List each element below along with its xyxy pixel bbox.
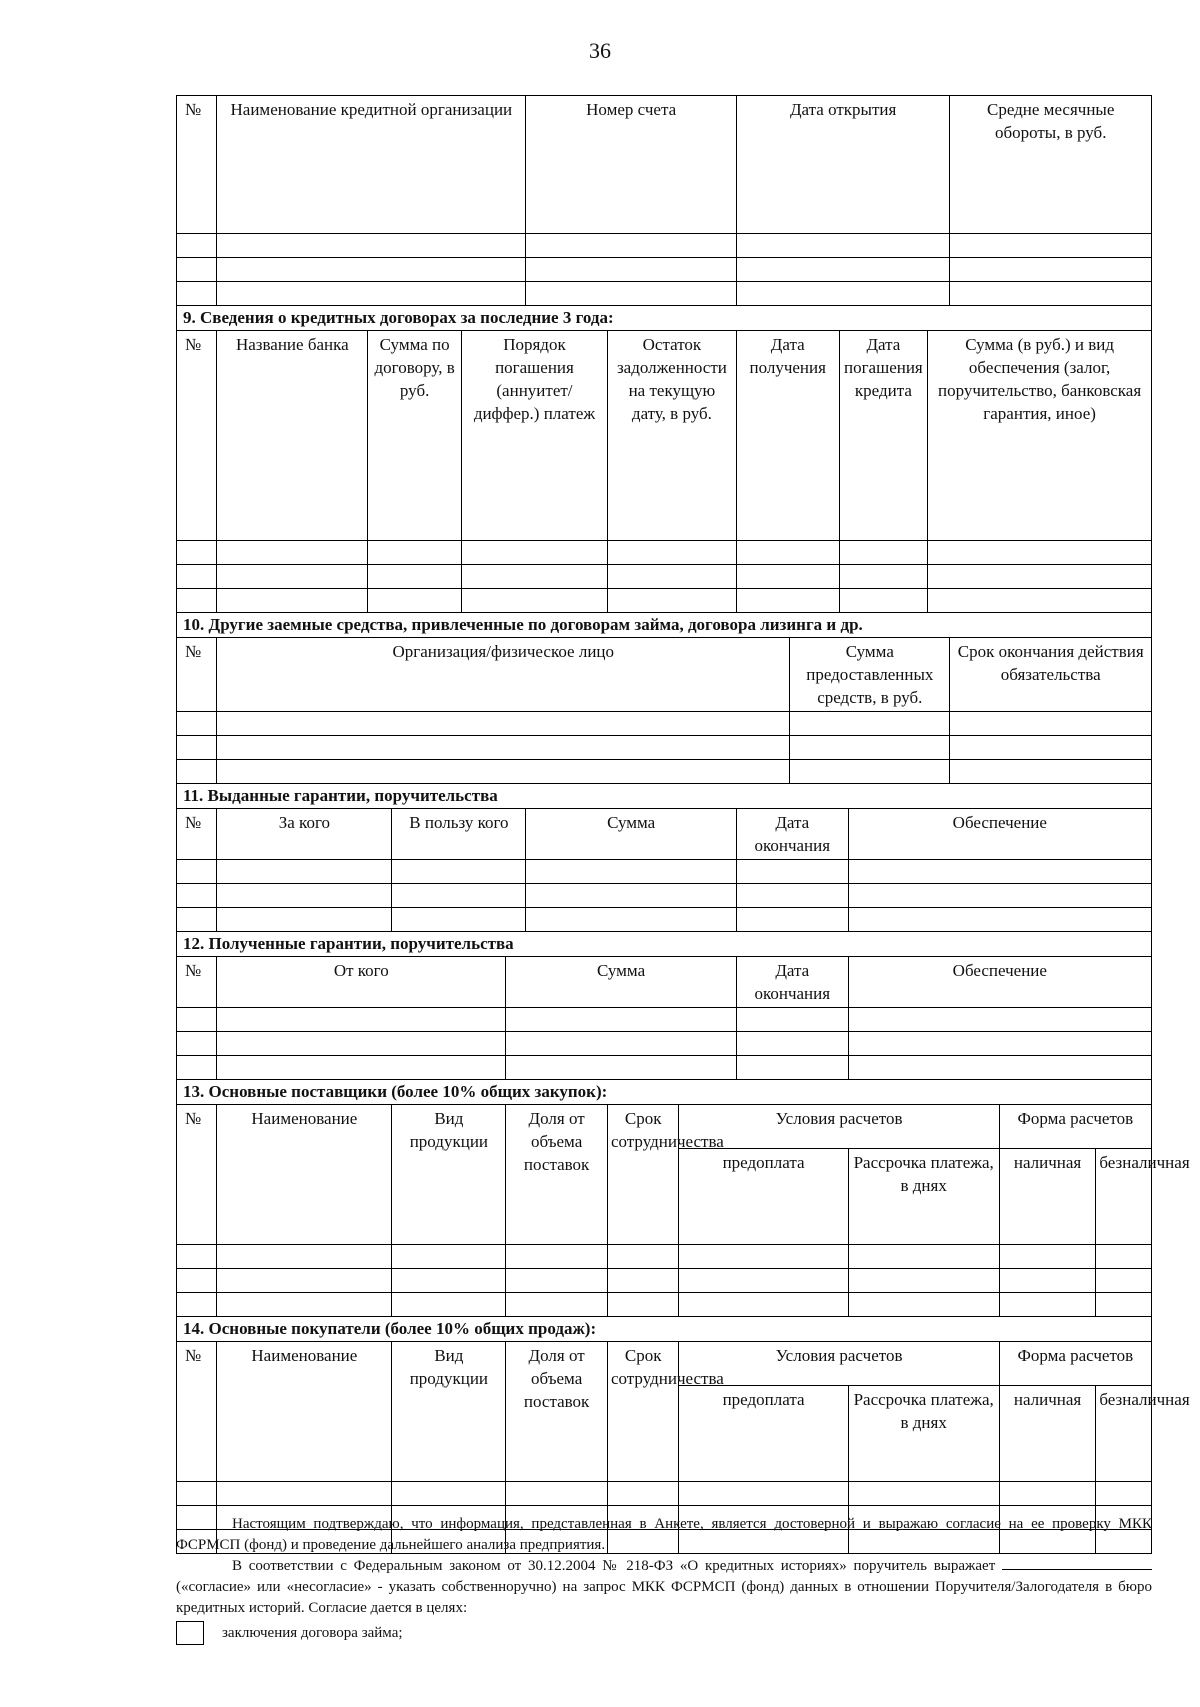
section-11-title: 11. Выданные гарантии, поручительства (177, 784, 1152, 809)
accounts-header-row (177, 96, 1152, 234)
table-row (177, 1482, 1152, 1506)
consent-text-start: В соответствии с Федеральным законом от 30.12.2004 № 218-ФЗ «О кредитных историях» поручитель выражает (232, 1558, 996, 1574)
table-row (177, 1032, 1152, 1056)
s14-col-payment-form: Форма расчетов (999, 1342, 1151, 1386)
table-row (177, 258, 1152, 282)
s11-col-num: № (177, 809, 217, 860)
s14-col-term: Срок сотрудничества (607, 1342, 678, 1482)
s11-header-row (177, 809, 1152, 860)
table-row (177, 760, 1152, 784)
s14-header-row (177, 1342, 1152, 1386)
s9-col-repayment: Порядок погашения (аннуитет/ диффер.) платеж (461, 331, 607, 541)
s14-col-noncash: безналичная (1096, 1386, 1152, 1482)
section-13-title-row (177, 1080, 1152, 1105)
accounts-col-num: № (177, 96, 217, 234)
section-11-title-row (177, 784, 1152, 809)
table-row (177, 282, 1152, 306)
s10-col-num: № (177, 638, 217, 712)
table-row (177, 860, 1152, 884)
s13-header-row (177, 1105, 1152, 1149)
table-row (177, 1056, 1152, 1080)
s12-col-num: № (177, 957, 217, 1008)
consent-text-end: («согласие» или «несогласие» - указать собственноручно) на запрос МКК ФСРМСП (фонд) данных в отношении Поручителя/Залогодателя в бюро кредитных историй. Согласие дается в целях: (176, 1579, 1152, 1616)
s13-col-payment-form: Форма расчетов (999, 1105, 1151, 1149)
s13-col-share: Доля от объема поставок (506, 1105, 608, 1245)
s9-col-collateral: Сумма (в руб.) и вид обеспечения (залог, поручительство, банковская гарантия, иное) (928, 331, 1152, 541)
table-row (177, 541, 1152, 565)
credit-history-consent-text (176, 1556, 1152, 1619)
confirmation-text: Настоящим подтверждаю, что информация, представленная в Анкете, является достоверной и выражаю согласие на ее проверку МКК ФСРМСП (фонд) и проведение дальнейшего анализа предприятия. (176, 1516, 1152, 1553)
s14-col-prepayment: предоплата (679, 1386, 848, 1482)
s12-col-end-date: Дата окончания (736, 957, 848, 1008)
s13-col-cash: наличная (999, 1149, 1096, 1245)
s13-col-noncash: безналичная (1096, 1149, 1152, 1245)
s10-header-row (177, 638, 1152, 712)
s10-col-organization: Организация/физическое лицо (217, 638, 790, 712)
s12-col-amount: Сумма (506, 957, 737, 1008)
accounts-col-bank: Наименование кредитной организации (217, 96, 526, 234)
loan-purpose-checkbox[interactable] (176, 1621, 204, 1645)
section-13-title: 13. Основные поставщики (более 10% общих закупок): (177, 1080, 1152, 1105)
table-row (177, 1008, 1152, 1032)
s14-col-settlement-terms: Условия расчетов (679, 1342, 999, 1386)
table-row (177, 589, 1152, 613)
s9-col-bank: Название банка (217, 331, 368, 541)
table-row (177, 712, 1152, 736)
s11-col-security: Обеспечение (848, 809, 1151, 860)
s14-col-name: Наименование (217, 1342, 392, 1482)
s13-col-prepayment: предоплата (679, 1149, 848, 1245)
form-table (176, 95, 1190, 1554)
page-number: 36 (589, 38, 611, 63)
section-10-title: 10. Другие заемные средства, привлеченные по договорам займа, договора лизинга и др. (177, 613, 1152, 638)
section-12-title: 12. Полученные гарантии, поручительства (177, 932, 1152, 957)
s11-col-for-whom: За кого (217, 809, 392, 860)
s11-col-end-date: Дата окончания (736, 809, 848, 860)
section-10-title-row (177, 613, 1152, 638)
s13-col-settlement-terms: Условия расчетов (679, 1105, 999, 1149)
table-row (177, 1293, 1152, 1317)
loan-purpose-label: заключения договора займа; (222, 1624, 403, 1641)
section-9-title-row (177, 306, 1152, 331)
s9-col-balance: Остаток задолженности на текущую дату, в руб. (607, 331, 736, 541)
s14-col-num: № (177, 1342, 217, 1482)
accounts-col-turnover: Средне месячные обороты, в руб. (950, 96, 1152, 234)
section-12-title-row (177, 932, 1152, 957)
s13-col-product: Вид продукции (392, 1105, 506, 1245)
accounts-col-opened: Дата открытия (736, 96, 950, 234)
table-row (177, 736, 1152, 760)
table-row (177, 908, 1152, 932)
section-14-title-row (177, 1317, 1152, 1342)
s14-col-share: Доля от объема поставок (506, 1342, 608, 1482)
section-14-title: 14. Основные покупатели (более 10% общих продаж): (177, 1317, 1152, 1342)
consent-blank-field[interactable] (1002, 1569, 1152, 1570)
s9-col-num: № (177, 331, 217, 541)
s9-col-amount: Сумма по договору, в руб. (368, 331, 462, 541)
s14-col-cash: наличная (999, 1386, 1096, 1482)
s12-header-row (177, 957, 1152, 1008)
s9-col-received: Дата получения (736, 331, 839, 541)
s11-col-amount: Сумма (526, 809, 736, 860)
s11-col-beneficiary: В пользу кого (392, 809, 526, 860)
s9-col-maturity: Дата погашения кредита (839, 331, 928, 541)
s14-col-installment: Рассрочка платежа, в днях (848, 1386, 999, 1482)
s10-col-term: Срок окончания действия обязательства (950, 638, 1152, 712)
s12-col-from-whom: От кого (217, 957, 506, 1008)
loan-purpose-option (176, 1621, 1152, 1645)
table-row (177, 1269, 1152, 1293)
consent-footer (176, 1514, 1152, 1645)
s14-col-product: Вид продукции (392, 1342, 506, 1482)
table-row (177, 234, 1152, 258)
table-row (177, 565, 1152, 589)
accounts-col-account: Номер счета (526, 96, 736, 234)
s9-header-row (177, 331, 1152, 541)
section-9-title: 9. Сведения о кредитных договорах за последние 3 года: (177, 306, 1152, 331)
table-row (177, 884, 1152, 908)
s13-col-name: Наименование (217, 1105, 392, 1245)
s13-col-installment: Рассрочка платежа, в днях (848, 1149, 999, 1245)
questionnaire-form (176, 95, 1190, 1554)
table-row (177, 1245, 1152, 1269)
s12-col-security: Обеспечение (848, 957, 1151, 1008)
s13-col-term: Срок сотрудничества (607, 1105, 678, 1245)
s10-col-amount: Сумма предоставленных средств, в руб. (790, 638, 950, 712)
s13-col-num: № (177, 1105, 217, 1245)
